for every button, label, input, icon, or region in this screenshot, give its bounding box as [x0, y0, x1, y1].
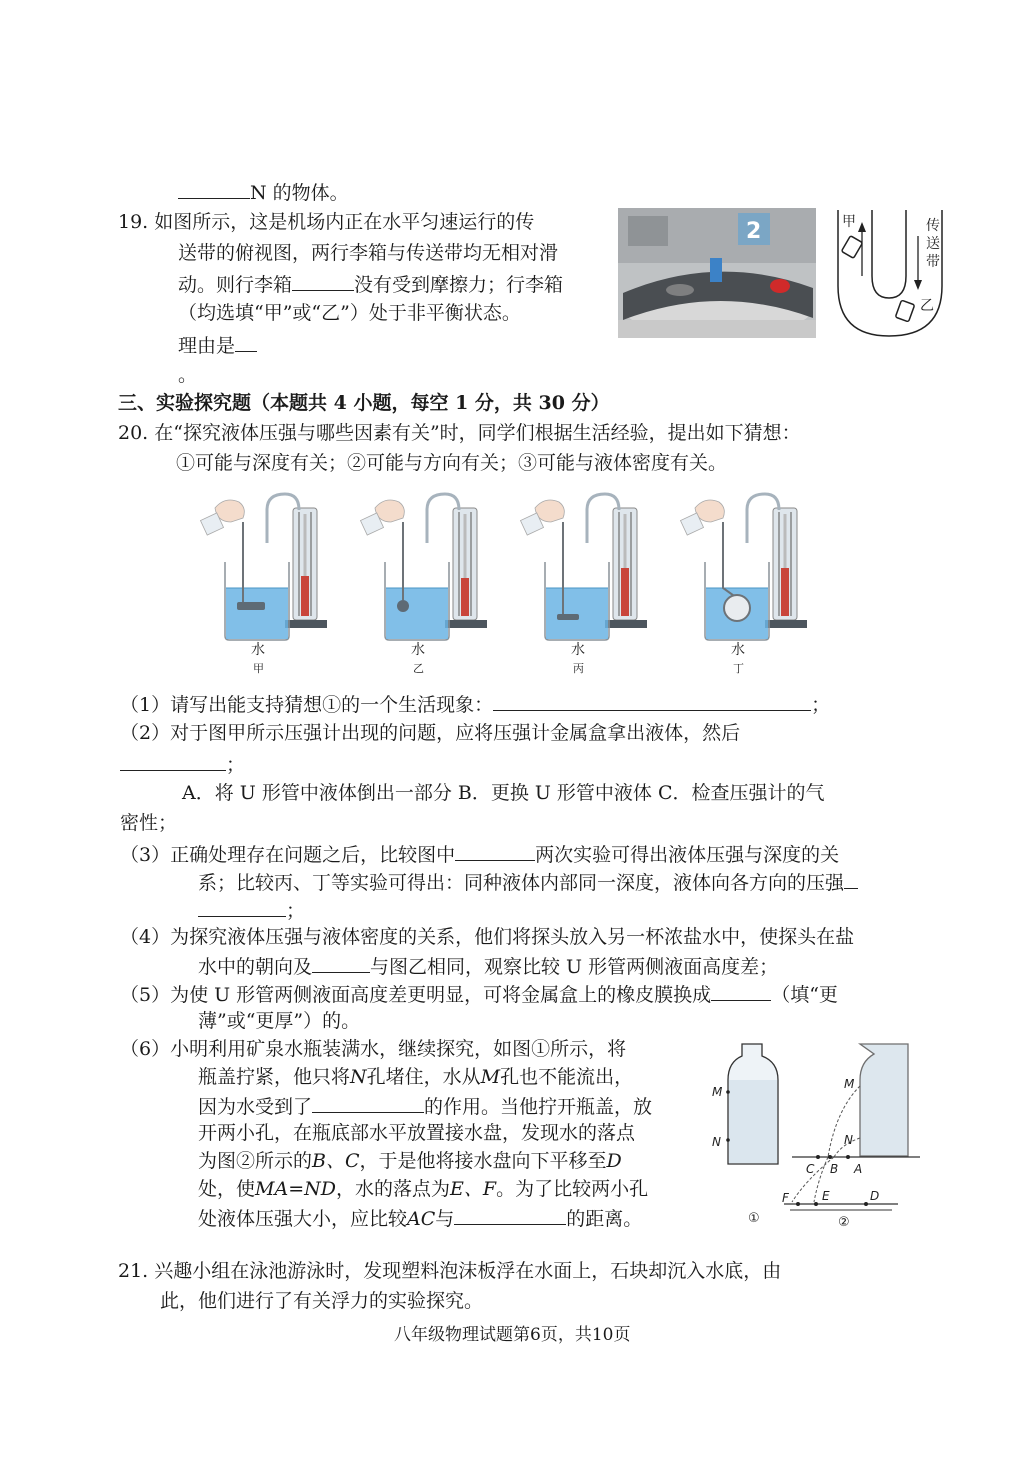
q21-line2: 此，他们进行了有关浮力的实验探究。: [160, 1290, 484, 1312]
svg-text:N: N: [712, 1135, 721, 1149]
q19-line4: （均选填“甲”或“乙”）处于非平衡状态。: [178, 302, 521, 324]
svg-text:带: 带: [926, 254, 940, 270]
page-footer: 八年级物理试题第6页，共10页: [394, 1325, 631, 1345]
svg-text:丙: 丙: [573, 662, 584, 675]
svg-text:2: 2: [746, 219, 762, 244]
svg-text:水: 水: [571, 642, 585, 658]
svg-text:C: C: [806, 1162, 815, 1176]
svg-text:F: F: [782, 1191, 789, 1205]
svg-text:水: 水: [731, 642, 745, 658]
answer-blank[interactable]: [235, 329, 257, 352]
svg-text:M: M: [844, 1077, 855, 1091]
svg-text:水: 水: [251, 642, 265, 658]
svg-text:丁: 丁: [733, 662, 744, 675]
q20-line2: ①可能与深度有关；②可能与方向有关；③可能与液体密度有关。: [176, 452, 728, 474]
label-jia: 甲: [842, 214, 856, 230]
q20-part6-line3: 因为水受到了 的作用。当他拧开瓶盖，放: [198, 1090, 652, 1122]
answer-blank[interactable]: [120, 748, 226, 771]
q19-line5: 理由是: [178, 329, 257, 361]
svg-text:D: D: [870, 1189, 880, 1203]
q20-part2-blank: ；: [120, 748, 245, 780]
svg-text:A: A: [854, 1162, 863, 1176]
bottle-diagram: [706, 1040, 928, 1230]
answer-blank[interactable]: [312, 950, 370, 973]
svg-text:②: ②: [838, 1215, 850, 1230]
q20-part4-cont: 水中的朝向及 与图乙相同，观察比较 U 形管两侧液面高度差；: [198, 950, 778, 982]
pressure-gauge-figures: [195, 488, 835, 683]
answer-blank[interactable]: [455, 838, 535, 861]
svg-text:E: E: [822, 1189, 830, 1203]
q18-tail: N 的物体。: [178, 176, 349, 208]
q20-part6-line4: 开两小孔，在瓶底部水平放置接水盘，发现水的落点: [198, 1122, 636, 1144]
svg-text:①: ①: [748, 1211, 760, 1226]
q19-line6: 。: [178, 364, 198, 386]
svg-text:甲: 甲: [253, 662, 264, 675]
answer-blank[interactable]: [178, 176, 250, 199]
q20-part6-line1: （6）小明利用矿泉水瓶装满水，继续探究，如图①所示，将: [120, 1038, 627, 1060]
answer-blank[interactable]: [711, 978, 771, 1001]
answer-blank[interactable]: [292, 268, 354, 291]
q19-line3: 动。则行李箱 没有受到摩擦力；行李箱: [178, 268, 563, 300]
q20-part2-options: A．将 U 形管中液体倒出一部分 B．更换 U 形管中液体 C．检查压强计的气: [182, 782, 825, 804]
svg-text:送: 送: [926, 236, 940, 252]
svg-text:传: 传: [926, 218, 940, 234]
q21-line1: 21. 兴趣小组在泳池游泳时，发现塑料泡沫板浮在水面上，石块却沉入水底，由: [118, 1260, 782, 1282]
q20-part6-line7: 处液体压强大小，应比较AC与 的距离。: [198, 1202, 642, 1234]
q20-part5: （5）为使 U 形管两侧液面高度差更明显，可将金属盒上的橡皮膜换成 （填“更: [120, 978, 838, 1010]
q20-part3: （3）正确处理存在问题之后，比较图中 两次实验可得出液体压强与深度的关: [120, 838, 839, 870]
q20-part2: （2）对于图甲所示压强计出现的问题，应将压强计金属盒拿出液体，然后: [120, 722, 741, 744]
q20-part2-options-cont: 密性；: [120, 812, 178, 834]
answer-blank[interactable]: [454, 1202, 566, 1225]
q19-line1: 19. 如图所示，这是机场内正在水平匀速运行的传: [118, 211, 535, 233]
svg-text:N: N: [844, 1133, 853, 1147]
q20-part5-cont: 薄”或“更厚”）的。: [198, 1010, 361, 1032]
conveyor-photo: [618, 208, 816, 338]
section-heading: 三、实验探究题（本题共 4 小题，每空 1 分，共 30 分）: [118, 392, 610, 414]
svg-text:M: M: [712, 1085, 723, 1099]
svg-text:水: 水: [411, 642, 425, 658]
label-yi: 乙: [920, 298, 934, 314]
answer-blank[interactable]: [493, 688, 811, 711]
q20-part6-line6: 处，使MA=ND，水的落点为E、F。为了比较两小孔: [198, 1178, 649, 1200]
q20-line1: 20. 在“探究液体压强与哪些因素有关”时，同学们根据生活经验，提出如下猜想：: [118, 422, 801, 444]
q20-part3-blank: ；: [198, 894, 305, 926]
svg-text:乙: 乙: [413, 662, 424, 675]
q20-part6-line5: 为图②所示的B、C，于是他将接水盘向下平移至D: [198, 1150, 622, 1172]
answer-blank[interactable]: [312, 1090, 424, 1113]
answer-blank[interactable]: [844, 866, 858, 889]
answer-blank[interactable]: [198, 894, 286, 917]
q20-part6-line2: 瓶盖拧紧，他只将N孔堵住，水从M孔也不能流出，: [198, 1066, 634, 1088]
q19-line2: 送带的俯视图，两行李箱与传送带均无相对滑: [178, 242, 559, 264]
q20-part4: （4）为探究液体压强与液体密度的关系，他们将探头放入另一杯浓盐水中，使探头在盐: [120, 926, 855, 948]
q20-part3-cont: 系；比较丙、丁等实验可得出：同种液体内部同一深度，液体向各方向的压强: [198, 866, 858, 898]
q20-part1: （1）请写出能支持猜想①的一个生活现象： ；: [120, 688, 830, 720]
conveyor-diagram: [832, 206, 947, 342]
svg-text:B: B: [830, 1162, 839, 1176]
